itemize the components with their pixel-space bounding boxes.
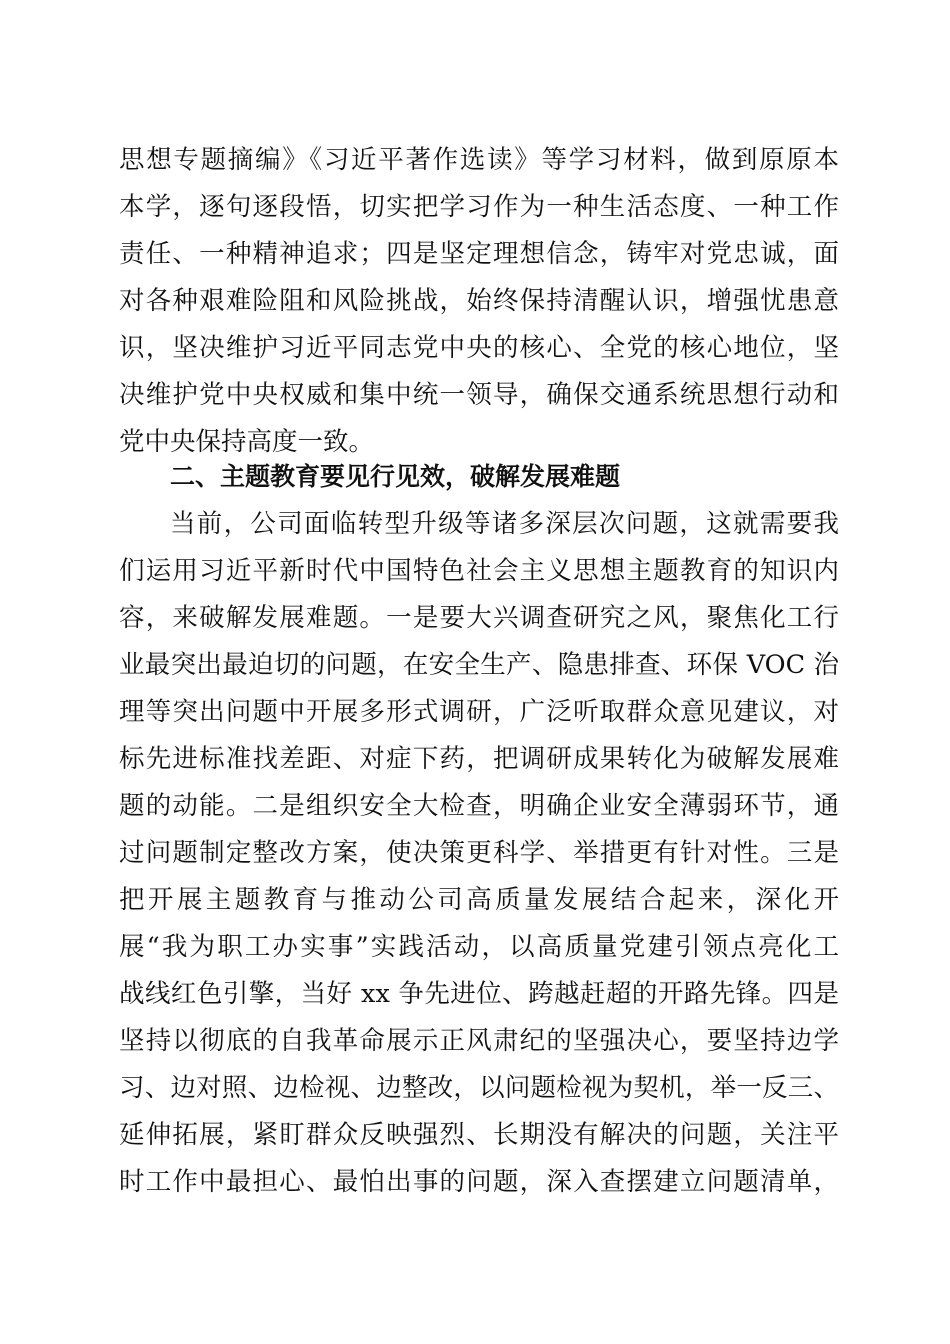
paragraph-line: 对各种艰难险阻和风险挑战，始终保持清醒认识，增强忧患意 [119,286,839,316]
paragraph-line: 思想专题摘编》《习近平著作选读》等学习材料，做到原原本 [119,145,839,175]
paragraph-line: 理等突出问题中开展多形式调研，广泛听取群众意见建议，对 [119,697,839,727]
paragraph-line: 习、边对照、边检视、边整改，以问题检视为契机，举一反三、 [119,1073,839,1103]
paragraph-line: 坚持以彻底的自我革命展示正风肃纪的坚强决心，要坚持边学 [119,1026,839,1056]
paragraph-line: 题的动能。二是组织安全大检查，明确企业安全薄弱环节，通 [119,791,839,821]
paragraph-line: 展“我为职工办实事”实践活动，以高质量党建引领点亮化工 [119,932,839,962]
paragraph-line: 过问题制定整改方案，使决策更科学、举措更有针对性。三是 [119,838,839,868]
paragraph-line: 识，坚决维护习近平同志党中央的核心、全党的核心地位，坚 [119,333,839,363]
paragraph-line: 决维护党中央权威和集中统一领导，确保交通系统思想行动和 [119,380,839,410]
paragraph-line: 责任、一种精神追求；四是坚定理想信念，铸牢对党忠诚，面 [119,239,839,269]
paragraph-line: 把开展主题教育与推动公司高质量发展结合起来，深化开 [119,885,839,915]
paragraph-line: 时工作中最担心、最怕出事的问题，深入查摆建立问题清单， [119,1167,839,1197]
paragraph-line: 业最突出最迫切的问题，在安全生产、隐患排查、环保 VOC 治 [119,650,839,680]
paragraph-line: 本学，逐句逐段悟，切实把学习作为一种生活态度、一种工作 [119,192,839,222]
paragraph-line: 容，来破解发展难题。一是要大兴调查研究之风，聚焦化工行 [119,603,839,633]
paragraph-line: 战线红色引擎，当好 xx 争先进位、跨越赶超的开路先锋。四是 [119,979,839,1009]
paragraph-line: 们运用习近平新时代中国特色社会主义思想主题教育的知识内 [119,556,839,586]
paragraph-line: 延伸拓展，紧盯群众反映强烈、长期没有解决的问题，关注平 [119,1120,839,1150]
section-heading: 二、主题教育要见行见效，破解发展难题 [170,462,621,491]
paragraph-line: 当前，公司面临转型升级等诸多深层次问题，这就需要我 [170,509,839,539]
paragraph-line: 标先进标准找差距、对症下药，把调研成果转化为破解发展难 [119,744,839,774]
paragraph-line: 党中央保持高度一致。 [119,427,375,457]
